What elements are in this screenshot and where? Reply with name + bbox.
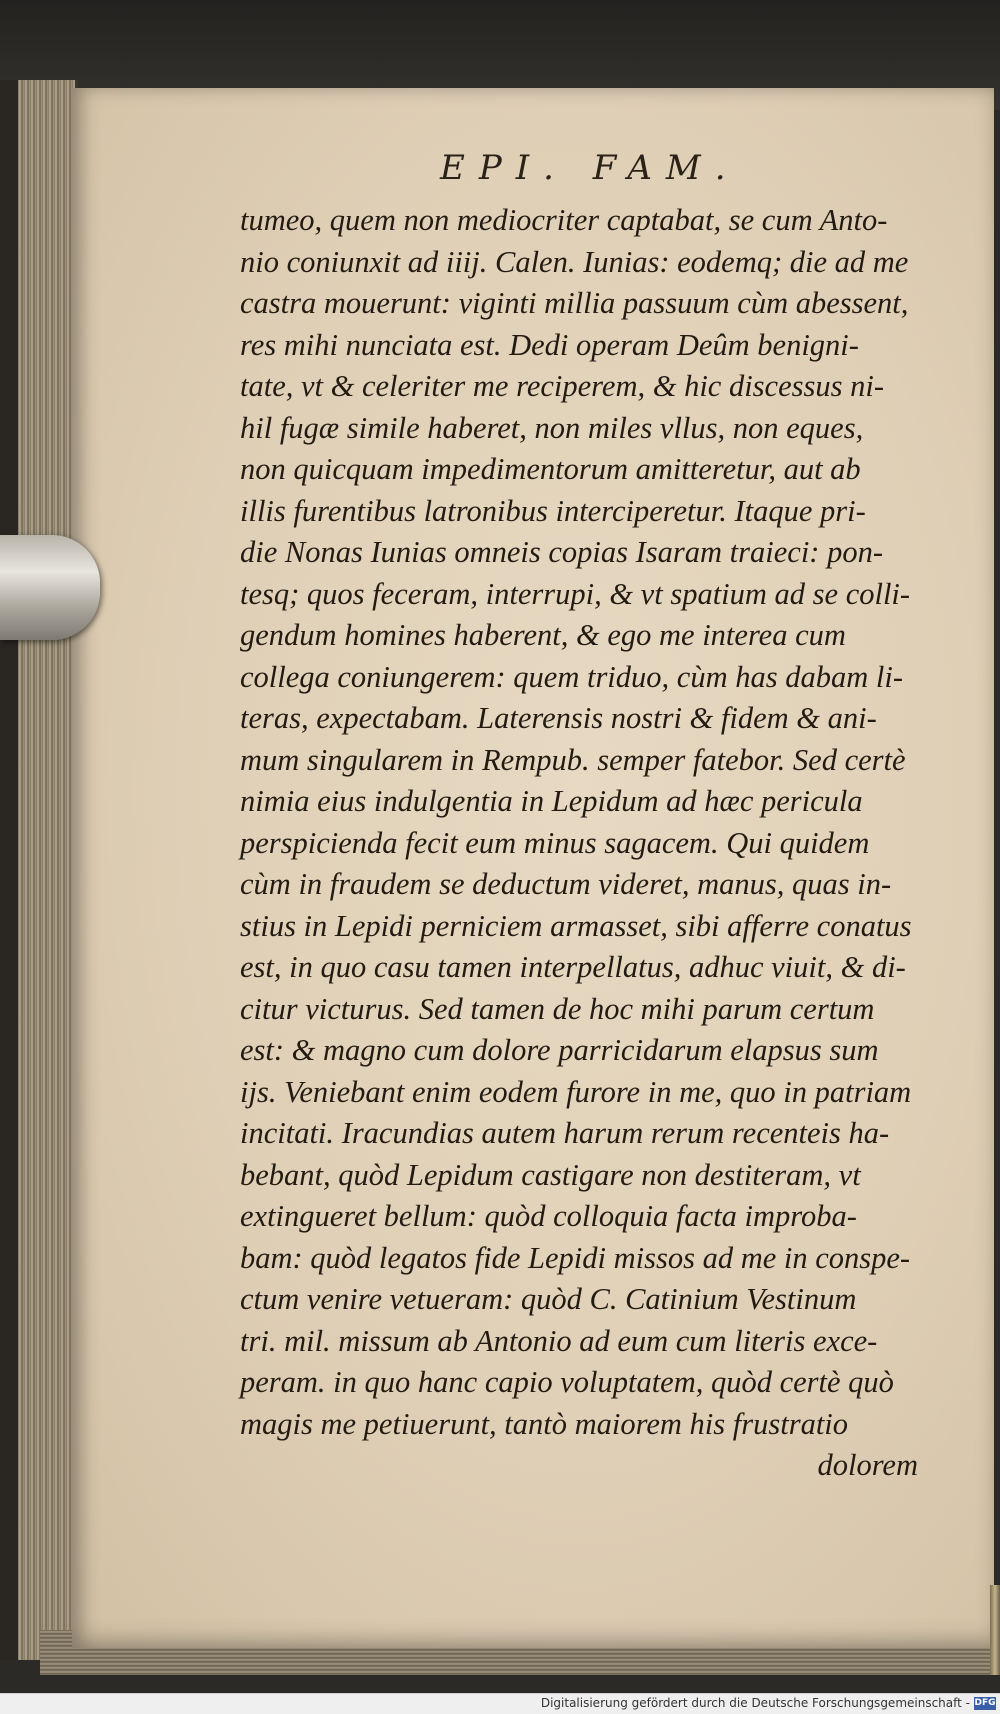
text-line: hil fugæ simile haberet, non miles vllus, non eques, (240, 410, 864, 445)
text-line: tumeo, quem non mediocriter captabat, se cum Anto- (240, 203, 888, 237)
catchword: dolorem (817, 1448, 918, 1482)
text-line: ctum venire vetueram: quòd C. Catinium Vestinum (240, 1282, 857, 1316)
text-line: gendum homines haberent, & ego me interea cum (240, 618, 846, 652)
text-line: est, in quo casu tamen interpellatus, adhuc viuit, & di- (240, 950, 906, 984)
text-line: stius in Lepidi perniciem armasset, sibi afferre conatus (240, 908, 912, 943)
text-line: nimia eius indulgentia in Lepidum ad hæc pericula (240, 784, 863, 818)
page-text (240, 200, 930, 1487)
text-line: extingueret bellum: quòd colloquia facta improba- (240, 1199, 857, 1233)
text-line: res mihi nunciata est. Dedi operam Deûm benigni- (240, 327, 859, 362)
text-line: illis furentibus latronibus interciperetur. Itaque pri- (240, 493, 866, 528)
text-line: magis me petiuerunt, tantò maiorem his frustratio (240, 1406, 849, 1441)
text-line: perspicienda fecit eum minus sagacem. Qui quidem (240, 825, 870, 860)
text-line: cùm in fraudem se deductum videret, manus, quas in- (240, 867, 892, 901)
text-line: collega coniungerem: quem triduo, cùm has dabam li- (240, 659, 903, 694)
digitization-credit: Digitalisierung gefördert durch die Deutsche Forschungsgemeinschaft - (540, 1696, 970, 1710)
text-line: est: & magno cum dolore parricidarum elapsus sum (240, 1033, 879, 1067)
book-clamp (0, 535, 100, 640)
text-line: ijs. Veniebant enim eodem furore in me, quo in patriam (240, 1074, 912, 1109)
text-line: bebant, quòd Lepidum castigare non destiteram, vt (240, 1157, 861, 1192)
text-line: incitati. Iracundias autem harum rerum recenteis ha- (240, 1116, 890, 1150)
text-line: citur victurus. Sed tamen de hoc mihi parum certum (240, 991, 875, 1026)
text-line: non quicquam impedimentorum amitteretur, aut ab (240, 452, 861, 486)
text-line: castra mouerunt: viginti millia passuum cùm abessent, (240, 286, 909, 320)
book-clasp-corner (990, 1585, 1000, 1675)
text-line: tesq; quos feceram, interrupi, & vt spatium ad se colli- (240, 576, 911, 611)
text-line: peram. in quo hanc capio voluptatem, quòd certè quò (240, 1365, 894, 1399)
text-line: teras, expectabam. Laterensis nostri & fidem & ani- (240, 701, 877, 735)
text-line: die Nonas Iunias omneis copias Isaram traieci: pon- (240, 535, 883, 569)
running-head: EPI. FAM. (440, 148, 740, 188)
text-line: tri. mil. missum ab Antonio ad eum cum literis exce- (240, 1323, 878, 1358)
dfg-logo-icon: DFG (974, 1698, 996, 1708)
book-spine-shadow (0, 80, 18, 1660)
text-line: tate, vt & celeriter me reciperem, & hic discessus ni- (240, 369, 884, 403)
digitization-footer (0, 1693, 1000, 1714)
text-line: mum singularem in Rempub. semper fatebor. Sed certè (240, 742, 906, 777)
text-line: nio coniunxit ad iiij. Calen. Iunias: eodemq; die ad me (240, 244, 909, 279)
text-line: bam: quòd legatos fide Lepidi missos ad me in conspe- (240, 1240, 911, 1275)
